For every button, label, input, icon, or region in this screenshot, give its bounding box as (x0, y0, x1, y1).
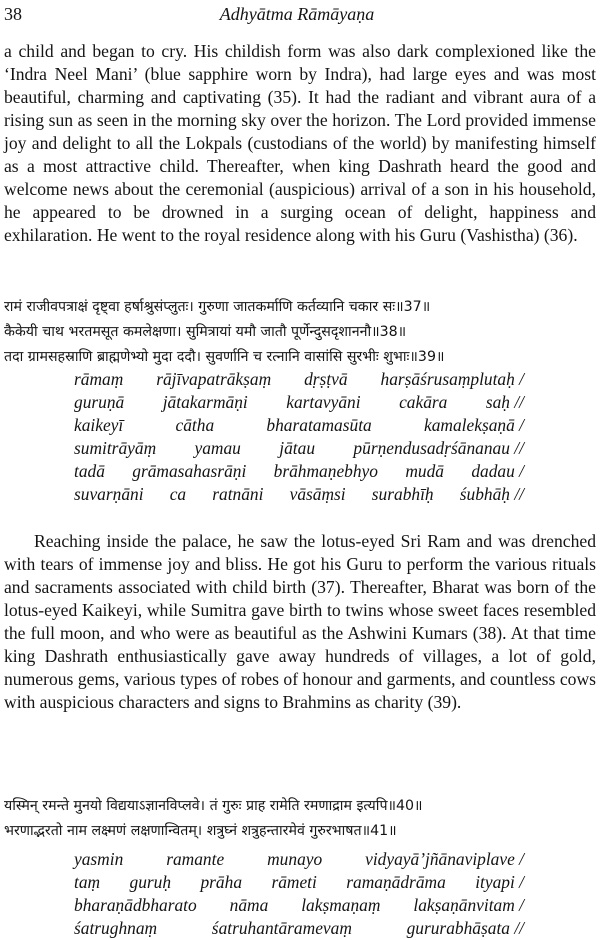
translit-word: jātakarmāṇi (162, 392, 248, 412)
translit-word: vāsāṃsi (289, 484, 346, 504)
translit-word: cātha (175, 415, 215, 435)
transliteration-line (74, 368, 524, 391)
translit-word: munayo (267, 849, 323, 869)
translit-word: harṣāśrusaṃplutaḥ / (380, 369, 524, 389)
translit-word: rāmeti (271, 872, 317, 892)
translit-word: suvarṇāni (74, 484, 144, 504)
paragraph-2: Reaching inside the palace, he saw the lotus-eyed Sri Ram and was drenched with tears of immense joy and bliss. He got his Guru to perform the various rituals and sacraments associated with child birth (37). Thereafter, Bharat was born of the lotus-eyed Kaikeyi, while Sumitra gave birth to twins whose sweet faces resembled the full moon, and who were as beautiful as the Ashwini Kumars (38). At that time king Dashrath enthusiastically gave away hundreds of villages, a lot of gold, numerous gems, various types of robes of honour and garments, and countless cows with auspicious characters and signs to Brahmins as charity (39). (4, 531, 596, 712)
translit-word: śatruhantāramevaṃ (211, 918, 352, 938)
transliteration-line (74, 437, 524, 460)
translit-word: bharatamasūta (266, 415, 372, 435)
sanskrit-line: कैकेयी चाथ भरतमसूत कमलेक्षणा। सुमित्रायां यमौ जातौ पूर्णेन्दुसदृशाननौ॥38॥ (4, 324, 407, 340)
transliteration-verses-40-41 (74, 848, 524, 940)
sanskrit-line: यस्मिन् रमन्ते मुनयो विद्ययाऽज्ञानविप्लवे। तं गुरुः प्राह रामेति रमणाद्राम इत्यपि॥40॥ (4, 798, 423, 814)
sanskrit-line: भरणाद्भरतो नाम लक्ष्मणं लक्षणान्वितम्। शत्रुघ्नं शत्रुहन्तारमेवं गुरुरभाषत॥41॥ (4, 823, 397, 839)
translit-word: saḥ // (485, 392, 524, 412)
translit-word: rāmaṃ (74, 369, 124, 389)
translit-word: dadau / (471, 461, 524, 481)
transliteration-verses-37-39 (74, 368, 524, 506)
translit-word: prāha (200, 872, 243, 892)
translit-word: ramaṇādrāma (346, 872, 446, 892)
translit-word: ca (169, 484, 187, 504)
page-header (4, 4, 590, 28)
translit-word: grāmasahasrāṇi (132, 461, 247, 481)
translit-word: śatrughnaṃ (74, 918, 158, 938)
translit-word: dṛṣṭvā (304, 369, 348, 389)
sanskrit-line: तदा ग्रामसहस्राणि ब्राह्मणेभ्यो मुदा ददौ। सुवर्णानि च रत्नानि वासांसि सुरभीः शुभाः॥39॥ (4, 349, 445, 365)
translit-word: lakṣmaṇaṃ (301, 895, 381, 915)
translit-word: nāma (229, 895, 269, 915)
translit-word: guruṇā (74, 392, 125, 412)
transliteration-line (74, 894, 524, 917)
transliteration-line (74, 848, 524, 871)
translit-word: gururabhāṣata // (406, 918, 524, 938)
paragraph-1: a child and began to cry. His childish form was also dark complexioned like the ‘Indra Neel Mani’ (blue sapphire worn by Indra), had large eyes and was most beautiful, charming and captivating (35). It had the radiant and vibrant aura of a rising sun as seen in the morning sky over the horizon. The Lord provided immense joy and delight to all the Lokpals (custodians of the world) by manifesting himself as a most attractive child. Thereafter, when king Dashrath heard the good and welcome news about the ceremonial (auspicious) arrival of a son in his household, he appeared to be drowned in a surging ocean of delight, happiness and exhilaration. He went to the royal residence along with his Guru (Vashistha) (36). (4, 41, 596, 245)
translit-word: kamalekṣaṇā / (424, 415, 524, 435)
transliteration-line (74, 460, 524, 483)
translit-word: ratnāni (212, 484, 264, 504)
translit-word: kaikeyī (74, 415, 124, 435)
transliteration-line (74, 391, 524, 414)
transliteration-line (74, 871, 524, 894)
translit-word: rājīvapatrākṣaṃ (156, 369, 272, 389)
sanskrit-line: रामं राजीवपत्राक्षं दृष्ट्वा हर्षाश्रुसंप्लुतः। गुरुणा जातकर्माणि कर्तव्यानि चकार सः॥37॥ (4, 299, 431, 315)
translit-word: śubhāḥ // (459, 484, 524, 504)
transliteration-line (74, 483, 524, 506)
translit-word: cakāra (399, 392, 448, 412)
translit-word: mudā (405, 461, 444, 481)
page-number: 38 (4, 4, 22, 24)
translit-word: lakṣaṇānvitam / (413, 895, 524, 915)
translit-word: guruḥ (129, 872, 172, 892)
running-title: Adhyātma Rāmāyaṇa (219, 4, 375, 24)
sanskrit-verses-37-39 (4, 295, 598, 370)
translit-word: ityapi / (475, 872, 524, 892)
translit-word: taṃ (74, 872, 101, 892)
translit-word: jātau (279, 438, 316, 458)
translit-word: vidyayā’jñānaviplave / (365, 849, 524, 869)
translit-word: bharaṇādbharato (74, 895, 197, 915)
translit-word: pūrṇendusadṛśānanau // (353, 438, 524, 458)
translit-word: tadā (74, 461, 105, 481)
translit-word: yasmin (74, 849, 124, 869)
sanskrit-verses-40-41 (4, 794, 598, 844)
transliteration-line (74, 917, 524, 940)
translit-word: ramante (166, 849, 225, 869)
translit-word: kartavyāni (286, 392, 361, 412)
translit-word: surabhīḥ (371, 484, 434, 504)
transliteration-line (74, 414, 524, 437)
translit-word: sumitrāyāṃ (74, 438, 157, 458)
translit-word: brāhmaṇebhyo (273, 461, 378, 481)
translit-word: yamau (194, 438, 241, 458)
